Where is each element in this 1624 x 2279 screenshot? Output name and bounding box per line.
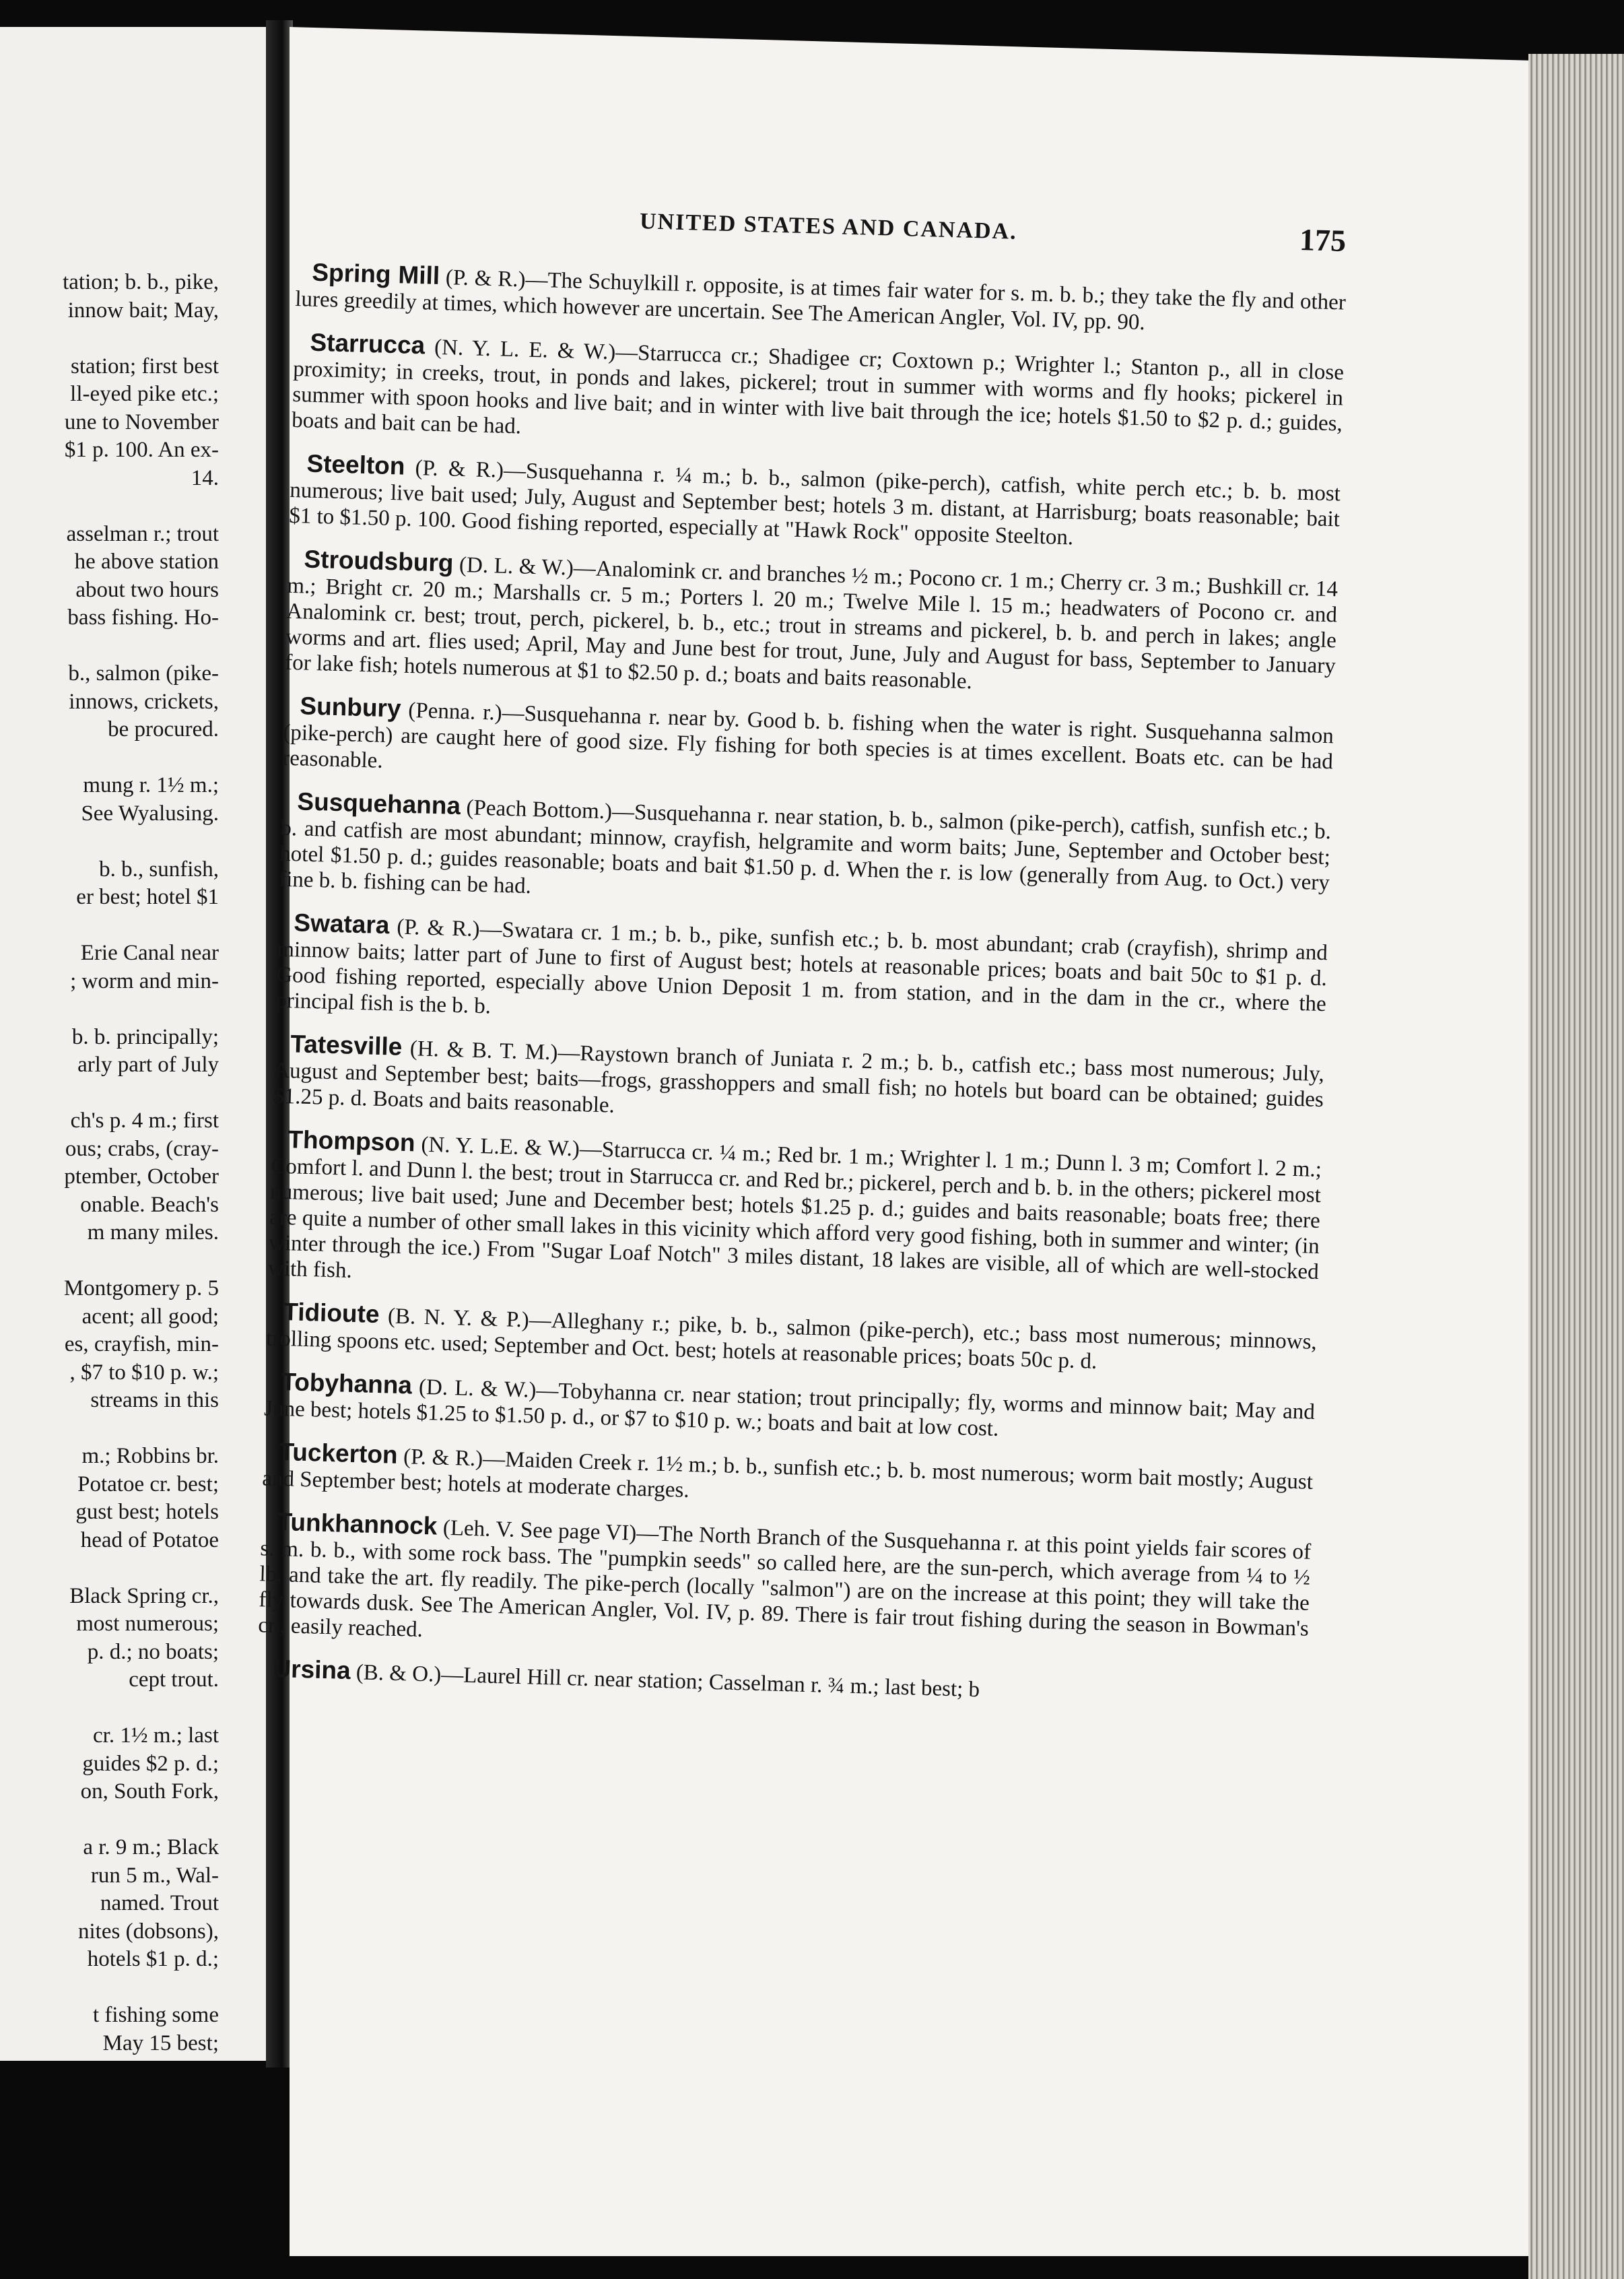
left-page-line: bass fishing. Ho- bbox=[67, 605, 219, 630]
left-page-line: most numerous; bbox=[76, 1612, 219, 1636]
place-name: Swatara bbox=[293, 909, 390, 939]
left-page-line: named. Trout bbox=[100, 1891, 219, 1915]
left-page-line: onable. Beach's bbox=[80, 1192, 219, 1217]
left-page-line: he above station bbox=[74, 550, 219, 574]
gazetteer-entry bbox=[273, 1031, 1325, 1139]
left-page-line: run 5 m., Wal- bbox=[90, 1863, 219, 1888]
left-page-line: m.; Robbins br. bbox=[81, 1444, 219, 1468]
left-page-line: a r. 9 m.; Black bbox=[83, 1835, 219, 1859]
place-name: Tobyhanna bbox=[280, 1368, 413, 1399]
entry-text: (B. & O.)—Laurel Hill cr. near station; Casselman r. ¾ m.; last best; b bbox=[350, 1660, 980, 1703]
left-page-line: es, crayfish, min- bbox=[64, 1332, 219, 1356]
left-page-line: nites (dobsons), bbox=[78, 1919, 219, 1944]
left-page-line: arly part of July bbox=[77, 1053, 219, 1077]
left-facing-page bbox=[0, 27, 268, 2061]
left-page-line: Montgomery p. 5 bbox=[63, 1276, 219, 1300]
page-edges bbox=[1528, 54, 1624, 2279]
left-page-line: t fishing some bbox=[93, 2003, 219, 2027]
entry-text: (D. L. & W.)—Analomink cr. and branches ½ m.; Pocono cr. 1 m.; Cherry cr. 3 m.; Bushkill cr. 14 m.; Bright cr. 20 m.; Marshalls cr. 5 m.; Porters l. 20 m.; Twelve Mile l. 15 m.; headwaters of Pocono cr. and Analomink cr. best; trout, perch, pickerel, b. b., etc.; trout in streams and pickerel, b. b. and perch in lakes; angle worms and art. flies used; April, May and June best for trout, June, July and August for bass, September to January for lake fish; hotels numerous at $1 to $2.50 p. d.; boats and baits reasonable. bbox=[284, 552, 1339, 694]
left-page-line: er best; hotel $1 bbox=[76, 885, 219, 909]
left-page-line: cept trout. bbox=[129, 1667, 219, 1692]
entry-text: (N. Y. L.E. & W.)—Starrucca cr. ¼ m.; Red br. 1 m.; Wrighter l. 1 m.; Dunn l. 3 m; Comfort l. 2 m.; Comfort l. and Dunn l. the best; trout in Starrucca cr. and Red br.; pickerel, perch and b. b. in the others; pickerel most numerous; live bait used; June and December best; hotels $1.25 p. d.; guides and baits reasonable; boats free; there are quite a number of other small lakes in this vicinity which afford very good fishing, both in summer and winter; (in winter through the ice.) From "Sugar Loaf Notch" 3 miles distant, 18 lakes are visible, all of which are well-stocked with fish. bbox=[267, 1132, 1322, 1284]
place-name: Tatesville bbox=[290, 1030, 403, 1061]
left-page-line: streams in this bbox=[90, 1388, 219, 1412]
gazetteer-entry bbox=[268, 1126, 1322, 1310]
gazetteer-entry bbox=[285, 546, 1339, 704]
page-number: 175 bbox=[1299, 222, 1347, 258]
entry-text: (B. N. Y. & P.)—Alleghany r.; pike, b. b., salmon (pike-perch), etc.; bass most numerous; minnows, trolling spoons etc. used; September and Oct. best; hotels at reasonable prices; boats 50c p. d. bbox=[265, 1304, 1318, 1374]
entry-text: (P. & R.)—The Schuylkill r. opposite, is at times fair water for s. m. b. b.; they take the fly and other lures greedily at times, which however are uncertain. See The American Angler, Vol. IV, pp. 90. bbox=[294, 265, 1347, 335]
place-name: Thompson bbox=[287, 1125, 416, 1157]
gazetteer-entry bbox=[275, 910, 1328, 1043]
left-page-line: innow bait; May, bbox=[67, 298, 219, 323]
left-page-line: station; first best bbox=[71, 354, 219, 378]
place-name: Tidioute bbox=[282, 1298, 380, 1329]
entry-text: (Peach Bottom.)—Susquehanna r. near station, b. b., salmon (pike-perch), catfish, sunfish etc.; b. b. and catfish are most abundant; minnow, crayfish, helgramite and worm baits; June, September and October best; hotel $1.50 p. d.; guides reasonable; boats and bait $1.50 p. d. When the r. is low (generally from Aug. to Oct.) very fine b. b. fishing can be had. bbox=[278, 795, 1332, 899]
left-page-line: See Wyalusing. bbox=[81, 801, 219, 826]
left-page-line: cr. 1½ m.; last bbox=[93, 1723, 219, 1748]
gazetteer-entry bbox=[292, 329, 1345, 462]
entry-text: (P. & R.)—Swatara cr. 1 m.; b. b., pike, sunfish etc.; b. b. most abundant; crab (crayfish), shrimp and minnow baits; latter part of June to first of August best; hotels at reasonable prices; boats and bait 50c to $1 p. d. Good fishing reported, especially above Union Deposit 1 m. from station, and in the dam in the cr., where the principal fish is the b. b. bbox=[275, 915, 1328, 1019]
left-page-line: une to November bbox=[64, 409, 219, 434]
place-name: Tuckerton bbox=[278, 1437, 399, 1469]
entry-text: (Penna. r.)—Susquehanna r. near by. Good b. b. fishing when the water is right. Susquehanna salmon (pike-perch) are caught here of good size. Fly fishing for both species is at times excellent. Boats etc. can be had reasonable. bbox=[281, 698, 1334, 774]
place-name: Steelton bbox=[306, 449, 406, 480]
left-page-line: ; worm and min- bbox=[70, 968, 219, 993]
left-page-line: ch's p. 4 m.; first bbox=[70, 1109, 219, 1133]
place-name: Starrucca bbox=[309, 328, 426, 360]
gazetteer-entry bbox=[257, 1655, 1308, 1712]
left-page-line: , $7 to $10 p. w.; bbox=[69, 1360, 219, 1385]
gazetteer-entry bbox=[266, 1298, 1318, 1381]
left-page-line: 14. bbox=[191, 465, 219, 490]
entries-list bbox=[256, 259, 1346, 1729]
left-page-line: ptember, October bbox=[64, 1164, 219, 1189]
entry-text: (P. & R.)—Maiden Creek r. 1½ m.; b. b., sunfish etc.; b. b. most numerous; worm bait mostly; August and September best; hotels at moderate charges. bbox=[261, 1444, 1314, 1503]
left-page-line: ous; crabs, (cray- bbox=[65, 1136, 219, 1161]
left-page-line: Black Spring cr., bbox=[69, 1583, 219, 1608]
left-page-line: innows, crickets, bbox=[69, 689, 219, 714]
entry-text: (P. & R.)—Susquehanna r. ¼ m.; b. b., salmon (pike-perch), catfish, white perch etc.; b. b. most numerous; live bait used; July, August and September best; hotels 3 m. distant, at Harrisburg; boats reasonable; bait $1 to $1.50 p. 100. Good fishing reported, especially at "Hawk Rock" opposite Steelton. bbox=[288, 455, 1341, 550]
left-page-line: about two hours bbox=[75, 577, 219, 602]
place-name: Stroudsburg bbox=[304, 545, 454, 577]
left-page-line: b. b., sunfish, bbox=[99, 857, 219, 882]
left-page-line: head of Potatoe bbox=[80, 1527, 219, 1552]
place-name: Sunbury bbox=[299, 692, 402, 723]
left-page-line: p. d.; no boats; bbox=[87, 1639, 219, 1664]
left-page-line: $1 p. 100. An ex- bbox=[64, 438, 219, 462]
left-page-line: gust best; hotels bbox=[75, 1500, 219, 1524]
entry-text: (Leh. V. See page VI)—The North Branch of the Susquehanna r. at this point yields fair scores of s. m. b. b., with some rock bass. The "pumpkin seeds" so called here, are the sun-perch, which average from ¼ to ½ lb. and take the art. fly readily. The pike-perch (locally "salmon") are on the increase at this point; they will take the fly towards dusk. See The American Angler, Vol. IV, p. 89. There is fair trout fishing during the season in Bowman's cr., easily reached. bbox=[257, 1515, 1312, 1643]
gazetteer-entry bbox=[282, 693, 1334, 801]
gazetteer-entry bbox=[258, 1509, 1312, 1667]
gazetteer-entry bbox=[264, 1368, 1316, 1451]
left-page-line: on, South Fork, bbox=[80, 1779, 219, 1804]
left-page-line: be procured. bbox=[108, 717, 219, 741]
running-head: UNITED STATES AND CANADA. bbox=[639, 209, 1018, 244]
entry-text: (N. Y. L. E. & W.)—Starrucca cr.; Shadigee cr; Coxtown p.; Wrighter l.; Stanton p., all in close proximity; in creeks, trout, in ponds and lakes, pickerel; trout in summer with worms and fly hooks; pickerel in summer with spoon hooks and live bait; and in winter with live bait through the ice; hotels $1.50 to $2 p. d.; guides, boats and bait can be had. bbox=[291, 335, 1345, 439]
place-name: Susquehanna bbox=[296, 787, 461, 820]
place-name: Spring Mill bbox=[311, 258, 440, 290]
place-name: Ursina bbox=[272, 1654, 351, 1685]
gazetteer-entry bbox=[289, 451, 1341, 558]
left-page-line: hotels $1 p. d.; bbox=[87, 1947, 219, 1971]
entry-text: (D. L. & W.)—Tobyhanna cr. near station; trout principally; fly, worms and minnow bait; May and June best; hotels $1.25 to $1.50 p. d., or $7 to $10 p. w.; boats and bait at low cost. bbox=[263, 1375, 1316, 1441]
left-page-line: m many miles. bbox=[87, 1220, 219, 1245]
left-page-line: Potatoe cr. best; bbox=[77, 1472, 219, 1496]
left-page-line: ll-eyed pike etc.; bbox=[70, 382, 219, 406]
left-page-line: b., salmon (pike- bbox=[68, 661, 219, 686]
gazetteer-entry bbox=[262, 1439, 1314, 1521]
left-page-line: May 15 best; bbox=[102, 2030, 219, 2055]
left-page-line: mung r. 1½ m.; bbox=[83, 773, 219, 797]
left-page-line: guides $2 p. d.; bbox=[82, 1751, 219, 1776]
gazetteer-entry bbox=[279, 789, 1332, 921]
left-page-line: tation; b. b., pike, bbox=[63, 270, 219, 294]
place-name: Tunkhannock bbox=[277, 1507, 438, 1540]
entry-text: (H. & B. T. M.)—Raystown branch of Juniata r. 2 m.; b. b., catfish etc.; bass most numerous; July, August and September best; baits—frogs, grasshoppers and small fish; no hotels but board can be obtained; guides $1.25 p. d. Boats and baits reasonable. bbox=[272, 1036, 1325, 1118]
left-page-line: asselman r.; trout bbox=[66, 521, 219, 546]
left-page-line: b. b. principally; bbox=[71, 1024, 219, 1049]
left-page-line: Erie Canal near bbox=[80, 941, 219, 965]
left-page-line: acent; all good; bbox=[81, 1304, 219, 1329]
